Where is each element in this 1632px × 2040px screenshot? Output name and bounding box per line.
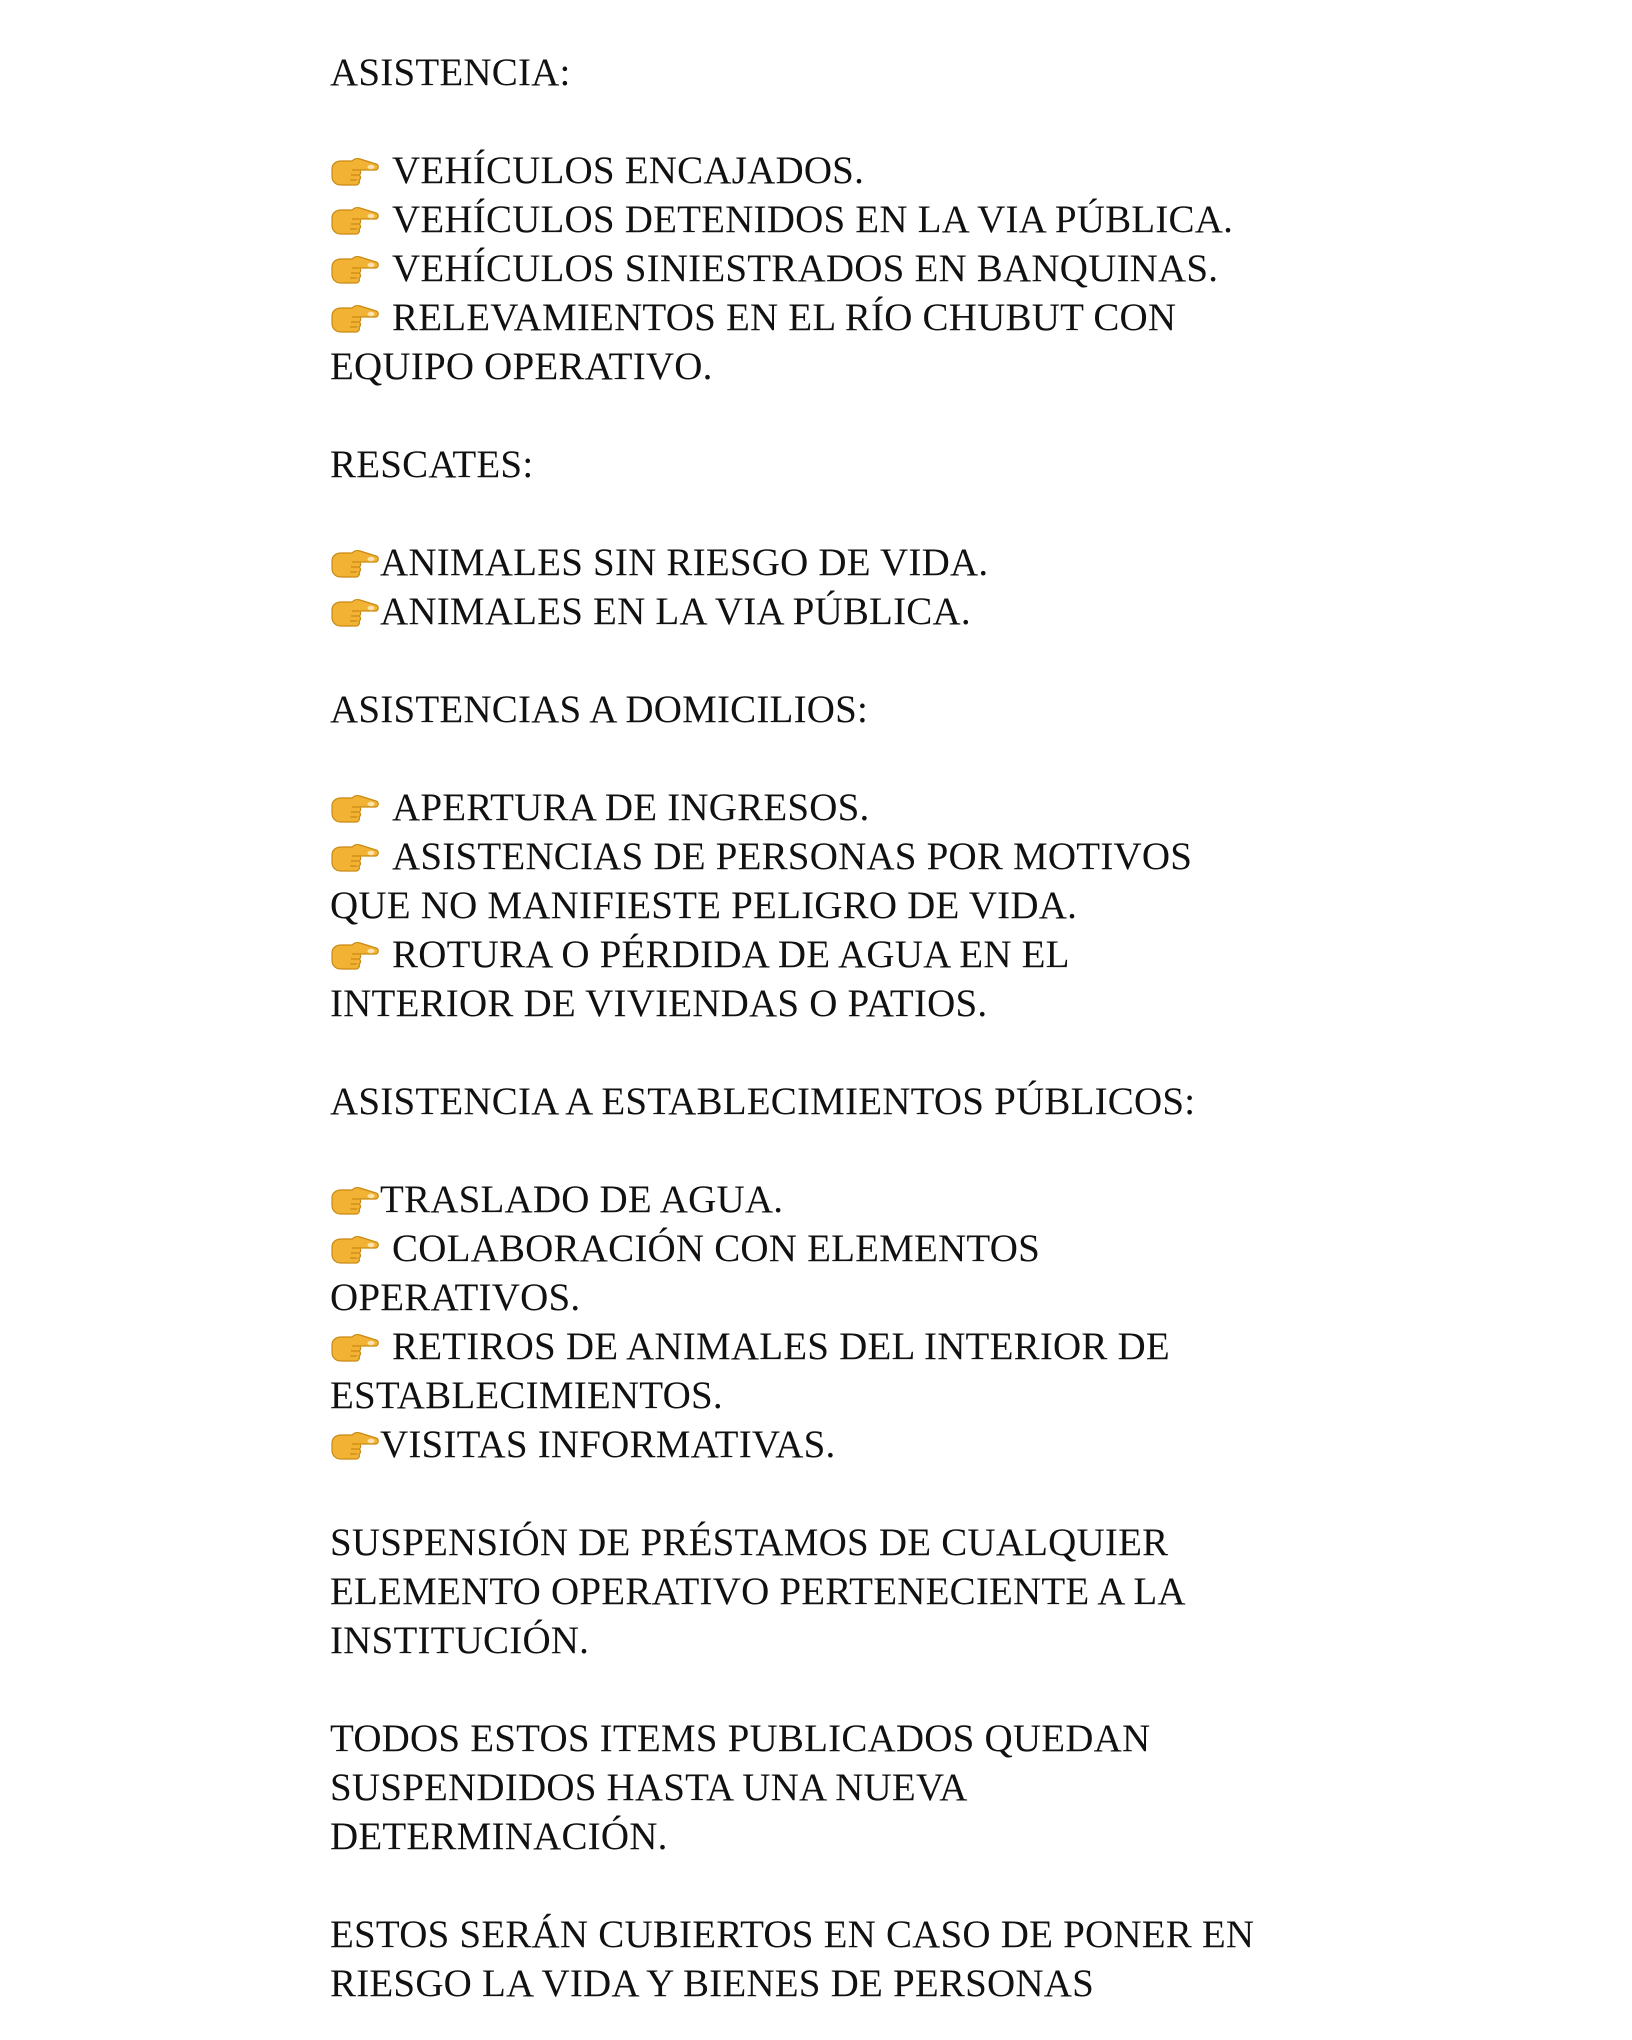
blank-line bbox=[330, 391, 1410, 440]
list-item bbox=[330, 783, 1410, 832]
list-item-text: ANIMALES EN LA VIA PÚBLICA. bbox=[380, 590, 971, 633]
blank-line bbox=[330, 97, 1410, 146]
pointing-right-icon bbox=[330, 1175, 380, 1224]
list-item bbox=[330, 1224, 1410, 1273]
list-item-text: VEHÍCULOS ENCAJADOS. bbox=[392, 149, 865, 192]
pointing-right-icon bbox=[330, 1322, 380, 1371]
notice-paragraph-text: ESTOS SERÁN CUBIERTOS EN CASO DE PONER EN bbox=[330, 1913, 1255, 1956]
list-item bbox=[330, 538, 1410, 587]
pointing-right-icon bbox=[330, 195, 380, 244]
section-heading bbox=[330, 1077, 1410, 1126]
blank-line bbox=[330, 1469, 1410, 1518]
list-item bbox=[330, 244, 1410, 293]
notice-paragraph-text: INSTITUCIÓN. bbox=[330, 1619, 590, 1662]
list-item-text: VISITAS INFORMATIVAS. bbox=[380, 1423, 836, 1466]
section-heading-text: ASISTENCIA A ESTABLECIMIENTOS PÚBLICOS: bbox=[330, 1080, 1196, 1123]
blank-line bbox=[330, 1126, 1410, 1175]
list-item bbox=[330, 881, 1410, 930]
list-item-text: RELEVAMIENTOS EN EL RÍO CHUBUT CON bbox=[392, 296, 1177, 339]
list-item bbox=[330, 293, 1410, 342]
list-item bbox=[330, 930, 1410, 979]
pointing-right-icon bbox=[330, 538, 380, 587]
list-item-text: RETIROS DE ANIMALES DEL INTERIOR DE bbox=[392, 1325, 1170, 1368]
list-item-text: INTERIOR DE VIVIENDAS O PATIOS. bbox=[330, 982, 988, 1025]
notice-paragraph bbox=[330, 1812, 1410, 1861]
pointing-right-icon bbox=[330, 146, 380, 195]
list-item-text: ASISTENCIAS DE PERSONAS POR MOTIVOS bbox=[392, 835, 1193, 878]
list-item-text: COLABORACIÓN CON ELEMENTOS bbox=[392, 1227, 1040, 1270]
notice-paragraph-text: DETERMINACIÓN. bbox=[330, 1815, 668, 1858]
list-item bbox=[330, 1322, 1410, 1371]
blank-line bbox=[330, 636, 1410, 685]
list-item bbox=[330, 342, 1410, 391]
pointing-right-icon bbox=[330, 930, 380, 979]
list-item bbox=[330, 1371, 1410, 1420]
list-item-text: ANIMALES SIN RIESGO DE VIDA. bbox=[380, 541, 989, 584]
list-item-text: OPERATIVOS. bbox=[330, 1276, 581, 1319]
pointing-right-icon bbox=[330, 1420, 380, 1469]
notice-paragraph-text: RIESGO LA VIDA Y BIENES DE PERSONAS bbox=[330, 1962, 1094, 2005]
notice-paragraph-text: SUSPENDIDOS HASTA UNA NUEVA bbox=[330, 1766, 968, 1809]
notice-paragraph bbox=[330, 1910, 1410, 1959]
pointing-right-icon bbox=[330, 832, 380, 881]
list-item bbox=[330, 1175, 1410, 1224]
notice-paragraph-text: TODOS ESTOS ITEMS PUBLICADOS QUEDAN bbox=[330, 1717, 1151, 1760]
blank-line bbox=[330, 1028, 1410, 1077]
pointing-right-icon bbox=[330, 783, 380, 832]
document-body bbox=[330, 48, 1410, 2008]
list-item-text: TRASLADO DE AGUA. bbox=[380, 1178, 784, 1221]
blank-line bbox=[330, 734, 1410, 783]
pointing-right-icon bbox=[330, 587, 380, 636]
blank-line bbox=[330, 1861, 1410, 1910]
notice-paragraph-text: ELEMENTO OPERATIVO PERTENECIENTE A LA bbox=[330, 1570, 1186, 1613]
list-item-text: QUE NO MANIFIESTE PELIGRO DE VIDA. bbox=[330, 884, 1078, 927]
list-item-text: ROTURA O PÉRDIDA DE AGUA EN EL bbox=[392, 933, 1070, 976]
section-heading-text: ASISTENCIA: bbox=[330, 51, 571, 94]
list-item-text: VEHÍCULOS DETENIDOS EN LA VIA PÚBLICA. bbox=[392, 198, 1234, 241]
list-item-text: EQUIPO OPERATIVO. bbox=[330, 345, 713, 388]
notice-paragraph bbox=[330, 1714, 1410, 1763]
section-heading bbox=[330, 685, 1410, 734]
list-item-text: VEHÍCULOS SINIESTRADOS EN BANQUINAS. bbox=[392, 247, 1219, 290]
list-item bbox=[330, 146, 1410, 195]
notice-paragraph bbox=[330, 1959, 1410, 2008]
blank-line bbox=[330, 489, 1410, 538]
list-item bbox=[330, 1273, 1410, 1322]
notice-paragraph bbox=[330, 1616, 1410, 1665]
notice-paragraph bbox=[330, 1763, 1410, 1812]
list-item bbox=[330, 832, 1410, 881]
pointing-right-icon bbox=[330, 244, 380, 293]
list-item bbox=[330, 979, 1410, 1028]
list-item bbox=[330, 195, 1410, 244]
section-heading bbox=[330, 440, 1410, 489]
section-heading-text: ASISTENCIAS A DOMICILIOS: bbox=[330, 688, 869, 731]
notice-paragraph-text: SUSPENSIÓN DE PRÉSTAMOS DE CUALQUIER bbox=[330, 1521, 1169, 1564]
list-item-text: APERTURA DE INGRESOS. bbox=[392, 786, 870, 829]
section-heading bbox=[330, 48, 1410, 97]
list-item bbox=[330, 1420, 1410, 1469]
notice-paragraph bbox=[330, 1518, 1410, 1567]
notice-paragraph bbox=[330, 1567, 1410, 1616]
list-item-text: ESTABLECIMIENTOS. bbox=[330, 1374, 723, 1417]
blank-line bbox=[330, 1665, 1410, 1714]
pointing-right-icon bbox=[330, 293, 380, 342]
pointing-right-icon bbox=[330, 1224, 380, 1273]
section-heading-text: RESCATES: bbox=[330, 443, 534, 486]
list-item bbox=[330, 587, 1410, 636]
